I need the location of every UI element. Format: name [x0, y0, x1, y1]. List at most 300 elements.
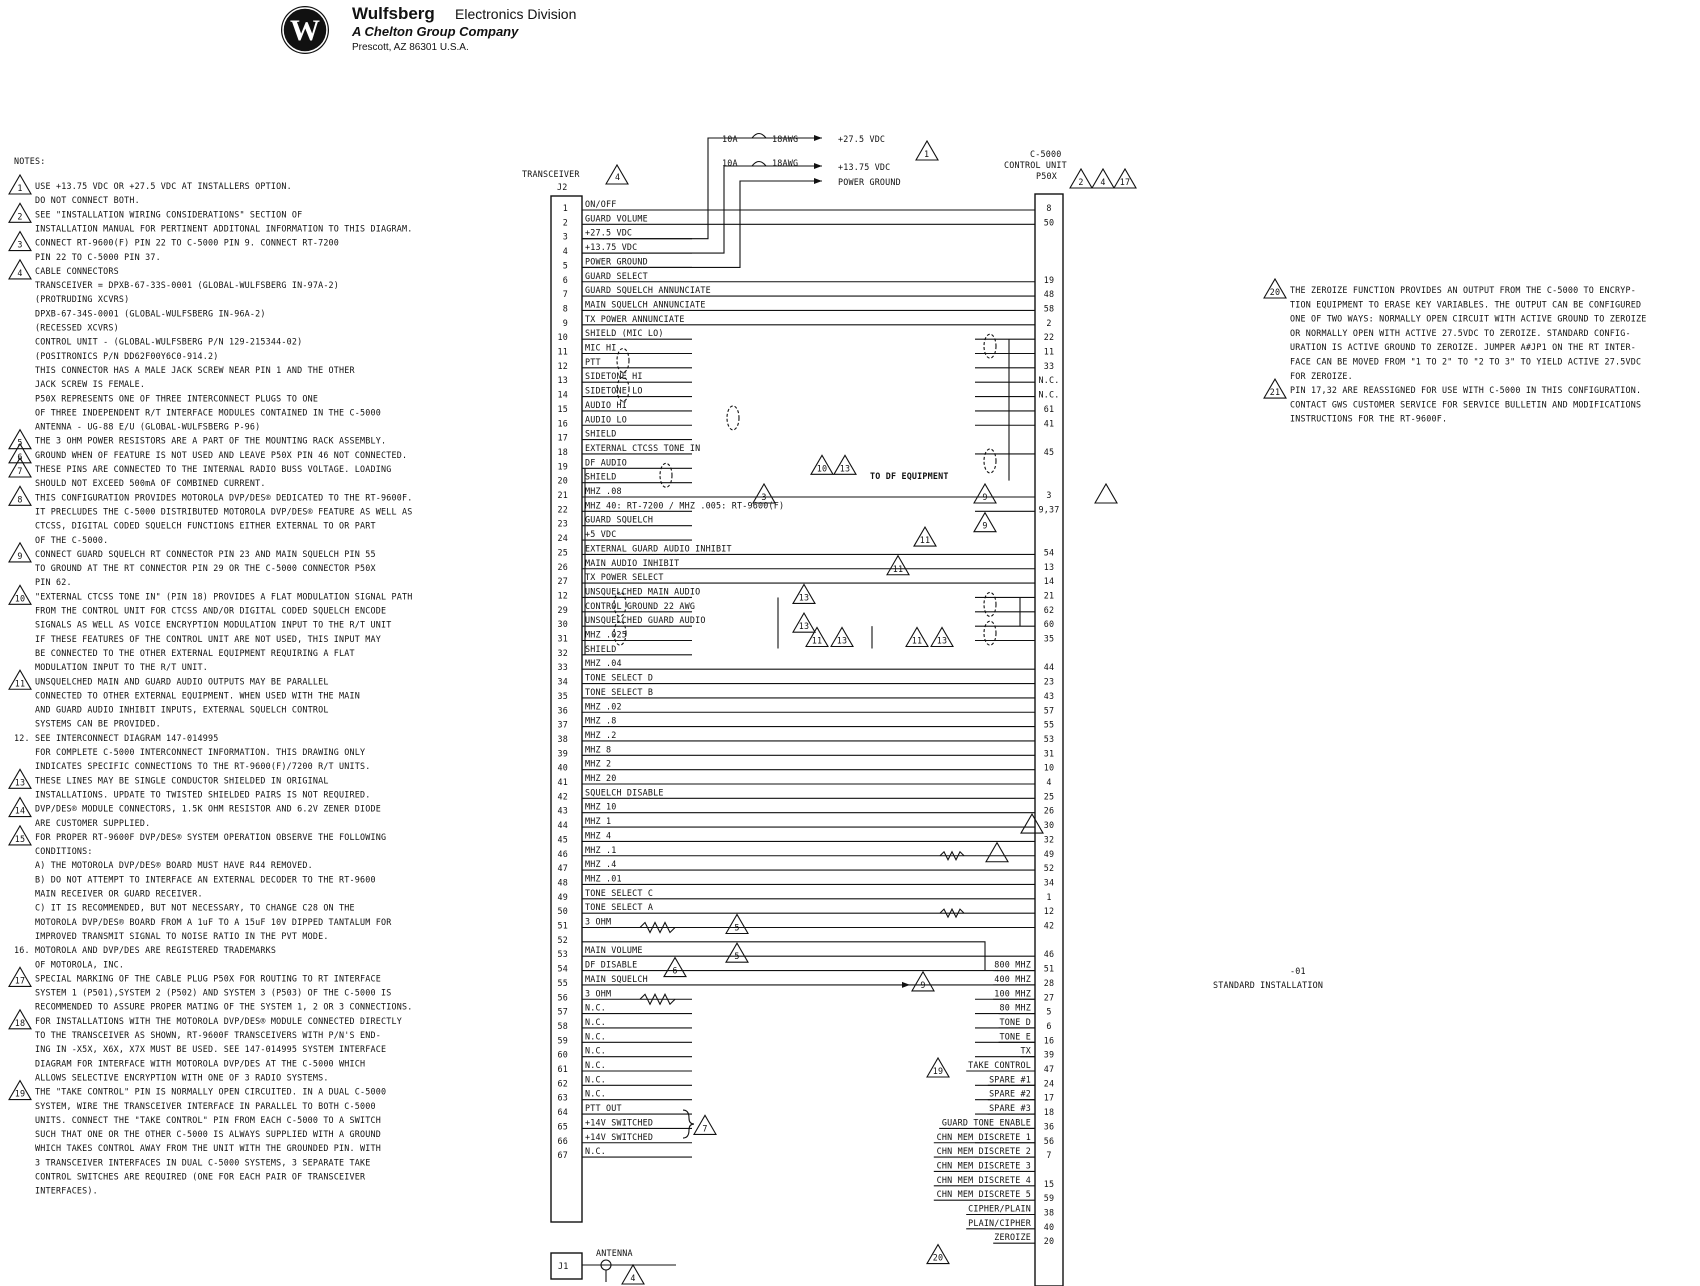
control-unit-pin-number: 8	[1046, 203, 1052, 213]
transceiver-pin-number: 64	[557, 1107, 568, 1118]
note-reference-triangle	[1092, 169, 1114, 188]
signal-label: MHZ 10	[585, 801, 617, 812]
pin-row	[558, 687, 1055, 701]
note-text: "EXTERNAL CTCSS TONE IN" (PIN 18) PROVIDES A FLAT MODULATION SIGNAL PATH	[35, 591, 413, 602]
note-line	[35, 1157, 371, 1167]
svg-text:8: 8	[17, 494, 23, 505]
pin-row	[563, 213, 1054, 227]
svg-text:2: 2	[1078, 177, 1084, 187]
transceiver-pin-number: 41	[557, 777, 568, 787]
control-unit-pin-number: 21	[1043, 590, 1055, 601]
control-unit-pin-number: 19	[1043, 274, 1055, 285]
svg-text:10: 10	[816, 463, 828, 474]
pin-row	[558, 830, 1055, 844]
transceiver-pin-number: 55	[557, 977, 568, 988]
svg-text:11: 11	[811, 635, 823, 646]
signal-label: MHZ .04	[585, 658, 622, 669]
note-line	[35, 1143, 381, 1153]
note-text: CONDITIONS:	[35, 846, 93, 857]
note-text: MODULATION INPUT TO THE R/T UNIT.	[35, 662, 208, 673]
fuse-27v	[752, 134, 766, 139]
note-text: WHICH TAKES CONTROL AWAY FROM THE UNIT WITH THE GROUNDED PIN. WITH	[35, 1143, 381, 1154]
transceiver-pin-number: 27	[557, 576, 568, 587]
transceiver-pin-number: 6	[562, 274, 568, 285]
control-unit-pin-number: N.C.	[1038, 389, 1060, 400]
pin-row	[558, 917, 1055, 931]
transceiver-pin-number: 4	[562, 246, 568, 257]
note-text: ANTENNA - UG-88 E/U (GLOBAL-WULFSBERG P-96)	[35, 421, 261, 432]
note-line	[1290, 299, 1641, 309]
note-line	[9, 670, 329, 689]
pin-row	[558, 543, 1055, 557]
svg-text:CHN MEM DISCRETE 3: CHN MEM DISCRETE 3	[936, 1160, 1031, 1171]
note-text: SIGNALS AS WELL AS VOICE ENCRYPTION MODULATION INPUT TO THE R/T UNIT	[35, 619, 392, 630]
note-reference-triangle	[622, 1265, 644, 1284]
transceiver-pin-number: 67	[557, 1150, 568, 1161]
transceiver-pin-number: 12	[557, 590, 568, 601]
control-unit-pin-number: 43	[1043, 690, 1055, 701]
note-line	[35, 1172, 366, 1182]
note-line	[1290, 328, 1631, 338]
transceiver-pin-number: 15	[557, 403, 568, 414]
signal-label: N.C.	[585, 1045, 606, 1056]
note-line	[9, 444, 407, 463]
pin-row	[558, 343, 1055, 357]
note-line	[1290, 314, 1646, 324]
note-reference-triangle	[931, 628, 953, 647]
control-unit-function-label	[988, 1089, 1035, 1100]
pin-row	[558, 759, 1055, 773]
note-line	[35, 563, 376, 573]
wulfsberg-logo	[281, 6, 329, 54]
signal-label: SHIELD	[585, 471, 617, 482]
note-reference-triangle	[986, 843, 1008, 862]
transceiver-pin-number: 56	[557, 992, 568, 1003]
svg-text:SPARE #1: SPARE #1	[989, 1074, 1031, 1085]
transceiver-pin-number: 17	[557, 432, 568, 443]
note-line	[35, 1186, 98, 1196]
note-text: PIN 62.	[35, 577, 72, 588]
svg-text:14: 14	[14, 805, 26, 816]
note-line	[35, 1129, 381, 1139]
control-unit-function-label	[966, 1204, 1035, 1215]
svg-text:17: 17	[14, 975, 26, 986]
df-equipment-label: TO DF EQUIPMENT	[870, 471, 949, 481]
note-reference-triangle	[906, 628, 928, 647]
signal-label: +5 VDC	[585, 529, 617, 540]
note-number-triangle	[9, 430, 31, 449]
svg-text:5: 5	[734, 951, 740, 962]
note-text: INSTALLATIONS. UPDATE TO TWISTED SHIELDED PAIRS IS NOT REQUIRED.	[35, 789, 371, 800]
note-line	[35, 860, 313, 870]
control-unit-pin-number: 34	[1043, 877, 1055, 888]
control-unit-pin-number: 7	[1046, 1150, 1052, 1161]
note-text: DIAGRAM FOR INTERFACE WITH MOTOROLA DVP/DES AT THE C-5000 WHICH	[35, 1058, 366, 1069]
pin-row	[558, 802, 1055, 816]
arrow-icon	[902, 982, 910, 988]
transceiver-pin-number: 34	[557, 676, 568, 687]
note-number-triangle	[9, 1081, 31, 1100]
pin-row	[558, 816, 1055, 830]
note-line	[9, 967, 381, 986]
note-text: TO THE TRANSCEIVER AS SHOWN, RT-9600F TRANSCEIVERS WITH P/N'S END-	[35, 1030, 381, 1040]
signal-label: MHZ 8	[585, 744, 612, 755]
transceiver-pin-number: 26	[557, 561, 568, 572]
control-unit-pin-number: 32	[1043, 834, 1055, 845]
note-reference-triangle	[927, 1245, 949, 1264]
note-line	[35, 705, 329, 715]
control-unit-function-label	[993, 974, 1035, 985]
note-reference-triangle	[834, 455, 856, 474]
control-unit-function-label	[934, 1175, 1035, 1186]
pin-row	[558, 744, 1055, 758]
pin-row	[558, 787, 1055, 801]
note-line	[35, 294, 129, 304]
svg-text:80 MHZ: 80 MHZ	[999, 1002, 1031, 1013]
signal-label: 3 OHM	[585, 916, 612, 927]
signal-label: TX POWER ANNUNCIATE	[585, 313, 685, 324]
note-text: CONTROL UNIT - (GLOBAL-WULFSBERG P/N 129-215344-02)	[35, 336, 303, 347]
control-unit-pin-number: 31	[1043, 748, 1055, 759]
power-section	[722, 134, 929, 187]
svg-text:19: 19	[14, 1088, 26, 1099]
control-unit-pin-number: 44	[1043, 662, 1055, 673]
note-text: (RECESSED XCVRS)	[35, 322, 119, 333]
pin-row	[563, 285, 1054, 299]
signal-label: PTT OUT	[585, 1103, 622, 1114]
transceiver-pin-number: 11	[557, 346, 568, 357]
svg-text:13: 13	[14, 777, 26, 788]
svg-text:20: 20	[1269, 287, 1281, 297]
signal-label: MHZ 1	[585, 816, 612, 827]
note-text: OF THE C-5000.	[35, 534, 109, 545]
note-line	[9, 486, 412, 505]
control-unit-function-label	[966, 1060, 1035, 1071]
power-27v-label: +27.5 VDC	[838, 134, 886, 144]
transceiver-pin-number: 3	[562, 231, 568, 242]
note-line	[35, 690, 360, 700]
control-unit-pin-number: 16	[1043, 1035, 1055, 1046]
note-reference-triangle	[1021, 814, 1043, 833]
twisted-pair-marker	[984, 449, 996, 473]
control-unit-pin-number: 53	[1043, 733, 1055, 744]
note-text: ONE OF TWO WAYS: NORMALLY OPEN CIRCUIT WITH ACTIVE GROUND TO ZEROIZE	[1290, 313, 1647, 324]
svg-text:7: 7	[17, 466, 23, 476]
note-line	[35, 577, 72, 587]
note-text: SEE INTERCONNECT DIAGRAM 147-014995	[35, 732, 219, 743]
note-text: PIN 17,32 ARE REASSIGNED FOR USE WITH C-5000 IN THIS CONFIGURATION.	[1290, 385, 1642, 396]
note-line	[9, 458, 391, 477]
note-reference-triangle	[912, 972, 934, 991]
control-unit-pin-number: 45	[1043, 446, 1055, 457]
signal-label: MHZ .8	[585, 715, 617, 726]
note-line	[35, 365, 356, 375]
signal-label: SHIELD (MIC LO)	[585, 328, 664, 339]
signal-label: MHZ .01	[585, 873, 622, 884]
note-text: ARE CUSTOMER SUPPLIED.	[35, 817, 151, 828]
control-unit-function-label	[934, 1160, 1035, 1171]
note-text: DVP/DES® MODULE CONNECTORS, 1.5K OHM RESISTOR AND 6.2V ZENER DIODE	[35, 803, 381, 814]
control-unit-function-label	[1020, 1046, 1035, 1057]
transceiver-pin-number: 22	[557, 504, 568, 515]
pin-row	[558, 357, 1055, 371]
note-line	[1290, 399, 1641, 409]
control-unit-pin-number: 35	[1043, 633, 1055, 644]
note-line	[35, 648, 355, 658]
pin-row	[558, 1103, 1055, 1117]
note-text: BE CONNECTED TO THE OTHER EXTERNAL EQUIPMENT REQUIRING A FLAT	[35, 647, 355, 658]
control-unit-pin-number: 42	[1043, 920, 1055, 931]
note-line	[1290, 371, 1353, 381]
transceiver-pin-number: 30	[557, 619, 568, 630]
svg-text:9: 9	[982, 520, 988, 531]
note-number-triangle	[9, 670, 31, 689]
note-line	[9, 826, 386, 845]
transceiver-pin-number: 60	[557, 1049, 568, 1060]
note-line	[9, 1010, 402, 1029]
note-reference-triangle	[914, 527, 936, 546]
twisted-pair-marker	[984, 334, 996, 358]
svg-text:100 MHZ: 100 MHZ	[994, 988, 1031, 999]
svg-text:TONE E: TONE E	[999, 1031, 1031, 1042]
signal-label: EXTERNAL CTCSS TONE IN	[585, 442, 701, 453]
control-unit-pin-number: 30	[1043, 820, 1055, 831]
note-line	[35, 606, 386, 616]
svg-text:7: 7	[702, 1123, 708, 1134]
note-line	[35, 521, 376, 531]
pin-row	[558, 730, 1055, 744]
control-unit-pin-number: 25	[1043, 791, 1055, 802]
svg-text:800 MHZ: 800 MHZ	[994, 959, 1031, 970]
pin-row	[558, 935, 568, 945]
antenna-connector: J1	[558, 1261, 569, 1271]
note-number-triangle	[9, 486, 31, 505]
note-text: CONTROL SWITCHES ARE REQUIRED (ONE FOR EACH PAIR OF TRANSCEIVER	[35, 1171, 366, 1182]
signal-label: UNSQUELCHED GUARD AUDIO	[585, 615, 706, 626]
control-unit-function-label	[988, 1074, 1035, 1085]
note-line	[35, 874, 376, 884]
svg-text:CHN MEM DISCRETE 2: CHN MEM DISCRETE 2	[936, 1146, 1031, 1157]
control-unit-pin-number: N.C.	[1038, 375, 1060, 386]
arrow-icon	[814, 135, 822, 141]
note-number: 16.	[14, 945, 30, 956]
transceiver-pin-number: 57	[557, 1006, 568, 1017]
note-line	[35, 1115, 381, 1125]
logo-letter: W	[290, 14, 320, 47]
transceiver-pin-number: 20	[557, 475, 568, 486]
svg-text:SPARE #3: SPARE #3	[989, 1103, 1031, 1114]
signal-label: N.C.	[585, 1146, 606, 1157]
pin-row	[558, 515, 692, 529]
signal-label: UNSQUELCHED MAIN AUDIO	[585, 586, 701, 597]
note-number-triangle	[9, 232, 31, 251]
transceiver-pin-number: 1	[562, 203, 568, 213]
pin-row	[558, 644, 692, 658]
signal-label: N.C.	[585, 1031, 606, 1042]
signal-label: MAIN SQUELCH	[585, 973, 648, 984]
signal-label: DF DISABLE	[585, 959, 638, 970]
pin-row	[563, 199, 1052, 213]
svg-text:CHN MEM DISCRETE 1: CHN MEM DISCRETE 1	[936, 1131, 1031, 1142]
fuse-b-label: 10A	[722, 158, 738, 168]
note-text: SHOULD NOT EXCEED 500mA OF COMBINED CURRENT.	[35, 478, 266, 489]
pin-row	[558, 529, 692, 543]
signal-label: N.C.	[585, 1002, 606, 1013]
signal-label: AUDIO HI	[585, 399, 627, 410]
note-text: AND GUARD AUDIO INHIBIT INPUTS, EXTERNAL SQUELCH CONTROL	[35, 704, 329, 715]
note-text: C) IT IS RECOMMENDED, BUT NOT NECESSARY, TO CHANGE C28 ON THE	[35, 902, 355, 913]
note-text: FOR PROPER RT-9600F DVP/DES® SYSTEM OPERATION OBSERVE THE FOLLOWING	[35, 831, 387, 842]
transceiver-pin-number: 50	[557, 906, 568, 917]
pin-row	[558, 414, 1055, 428]
pin-row	[558, 1089, 1055, 1103]
twisted-pair-marker	[984, 592, 996, 616]
note-text: FOR INSTALLATIONS WITH THE MOTOROLA DVP/DES® MODULE CONNECTED DIRECTLY	[35, 1015, 402, 1026]
signal-label: GUARD VOLUME	[585, 213, 648, 224]
control-unit-pin-number: 51	[1043, 963, 1055, 974]
transceiver-pin-number: 65	[557, 1121, 568, 1132]
control-unit-pin-number: 49	[1043, 848, 1055, 859]
transceiver-pin-number: 43	[557, 805, 568, 816]
pin-row	[558, 888, 1052, 902]
note-line	[35, 917, 392, 927]
note-text: THIS CONFIGURATION PROVIDES MOTOROLA DVP/DES® DEDICATED TO THE RT-9600F.	[35, 492, 413, 503]
svg-text:19: 19	[932, 1066, 944, 1076]
note-text: INDICATES SPECIFIC CONNECTIONS TO THE RT-9600(F)/7200 R/T UNITS.	[35, 761, 371, 772]
control-unit-pin-number: 13	[1043, 561, 1055, 572]
note-line	[1290, 357, 1641, 367]
transceiver-pin-number: 31	[557, 633, 568, 644]
transceiver-pin-number: 46	[557, 848, 568, 859]
note-text: THIS CONNECTOR HAS A MALE JACK SCREW NEAR PIN 1 AND THE OTHER	[35, 364, 355, 375]
notes-block	[9, 175, 412, 1196]
signal-label: +14V SWITCHED	[585, 1131, 654, 1142]
note-line	[35, 223, 412, 233]
note-text: TO GROUND AT THE RT CONNECTOR PIN 29 OR THE C-5000 CONNECTOR P50X	[35, 563, 376, 574]
transceiver-pin-number: 36	[557, 705, 568, 716]
control-unit-function-label	[939, 1117, 1035, 1128]
note-text: FACE CAN BE MOVED FROM "1 TO 2" TO "2 TO 3" TO YIELD ACTIVE 27.5VDC	[1290, 356, 1642, 367]
control-unit-pin-number: 6	[1046, 1020, 1052, 1031]
pin-row	[558, 443, 1055, 457]
signal-label: GUARD SQUELCH	[585, 514, 654, 525]
note-reference-triangle	[887, 556, 909, 575]
transceiver-pin-number: 54	[557, 963, 568, 974]
note-text: INSTRUCTIONS FOR THE RT-9600F.	[1290, 413, 1448, 424]
signal-label: 3 OHM	[585, 988, 612, 999]
power-note-ref: 1	[924, 149, 930, 159]
cu-connector: P50X	[1036, 171, 1057, 181]
twisted-pair-marker	[617, 349, 629, 373]
control-unit-pin-number: 60	[1043, 619, 1055, 630]
control-unit-function-label	[999, 1017, 1035, 1028]
signal-label: MHZ .08	[585, 486, 622, 496]
note-reference-triangle	[974, 484, 996, 503]
transceiver-pin-number: 37	[557, 719, 568, 730]
note-number-triangle	[9, 798, 31, 817]
control-unit-pin-number: 47	[1043, 1064, 1055, 1074]
note-line	[9, 232, 339, 251]
note-text: INSTALLATION MANUAL FOR PERTINENT ADDITONAL INFORMATION TO THIS DIAGRAM.	[35, 223, 413, 234]
signal-label: MHZ .025	[585, 629, 627, 640]
note-line	[35, 379, 145, 389]
note-text: CONNECTED TO OTHER EXTERNAL EQUIPMENT. WHEN USED WITH THE MAIN	[35, 690, 361, 701]
note-text: PIN 22 TO C-5000 PIN 37.	[35, 251, 161, 262]
note-text: 3 TRANSCEIVER INTERFACES IN DUAL C-5000 SYSTEMS, 3 SEPARATE TAKE	[35, 1157, 371, 1168]
note-text: CABLE CONNECTORS	[35, 265, 119, 276]
twisted-pair-marker	[727, 406, 739, 430]
power-ground-label: POWER GROUND	[838, 177, 901, 187]
svg-text:9: 9	[982, 492, 988, 502]
signal-label: MHZ .4	[585, 859, 617, 870]
note-line	[35, 988, 391, 998]
transceiver-pin-number: 32	[557, 647, 568, 658]
transceiver-ref: 4	[615, 172, 621, 182]
note-line	[35, 280, 339, 290]
signal-label: SQUELCH DISABLE	[585, 787, 664, 798]
transceiver-pin-number: 51	[557, 920, 568, 931]
note-text: TRANSCEIVER = DPXB-67-33S-0001 (GLOBAL-WULFSBERG IN-97A-2)	[35, 280, 340, 291]
transceiver-pin-number: 44	[557, 820, 568, 831]
note-number-triangle	[9, 585, 31, 604]
pin-row	[558, 328, 1055, 342]
note-line	[35, 407, 381, 417]
note-reference-triangle	[1114, 169, 1136, 188]
control-unit-pin-number: 24	[1043, 1078, 1055, 1089]
note-text: IF THESE FEATURES OF THE CONTROL UNIT ARE NOT USED, THIS INPUT MAY	[35, 633, 381, 644]
control-unit-pin-number: 20	[1043, 1236, 1055, 1247]
wire-b-label: 18AWG	[772, 158, 799, 168]
note-number-triangle	[9, 967, 31, 986]
note-line	[9, 585, 412, 604]
svg-text:CHN MEM DISCRETE 4: CHN MEM DISCRETE 4	[936, 1174, 1031, 1185]
note-line	[35, 846, 93, 856]
antenna-label: ANTENNA	[596, 1248, 633, 1258]
transceiver-pin-number: 29	[557, 604, 568, 615]
drawing-number: -01	[1290, 966, 1306, 976]
control-unit-pin-number: 41	[1043, 418, 1055, 429]
note-text: THE "TAKE CONTROL" PIN IS NORMALLY OPEN CIRCUITED. IN A DUAL C-5000	[35, 1086, 387, 1097]
wire-a-label: 18AWG	[772, 134, 799, 144]
signal-label: MIC HI	[585, 342, 617, 353]
pin-row	[558, 457, 692, 471]
signal-label: POWER GROUND	[585, 256, 648, 267]
control-unit-pin-number: 23	[1043, 676, 1055, 687]
note-reference-triangle	[927, 1058, 949, 1077]
cu-subtitle: CONTROL UNIT	[1004, 160, 1067, 170]
signal-label: TONE SELECT D	[585, 672, 654, 683]
transceiver-pin-number: 23	[557, 518, 568, 529]
note-text: FOR COMPLETE C-5000 INTERCONNECT INFORMATION. THIS DRAWING ONLY	[35, 747, 366, 757]
pin-row	[558, 658, 1055, 672]
note-text: OF MOTOROLA, INC.	[35, 959, 125, 970]
signal-label: MHZ .1	[585, 844, 617, 855]
control-unit-pin-number: 9,37	[1038, 504, 1060, 515]
svg-text:13: 13	[839, 463, 851, 474]
transceiver-pin-number: 5	[562, 260, 568, 271]
control-unit-pin-number: 52	[1043, 863, 1055, 874]
note-line	[1290, 342, 1636, 352]
signal-label: N.C.	[585, 1016, 606, 1027]
note-text: USE +13.75 VDC OR +27.5 VDC AT INSTALLERS OPTION.	[35, 181, 292, 191]
control-unit-function-label	[934, 1146, 1035, 1157]
svg-text:13: 13	[798, 592, 810, 603]
control-unit-pin-number: 12	[1043, 906, 1055, 917]
power-13v-label: +13.75 VDC	[838, 162, 891, 172]
control-unit-pin-number: 22	[1043, 332, 1055, 343]
signal-label: SIDETONE LO	[585, 385, 643, 396]
transceiver-pin-number: 47	[557, 863, 568, 874]
